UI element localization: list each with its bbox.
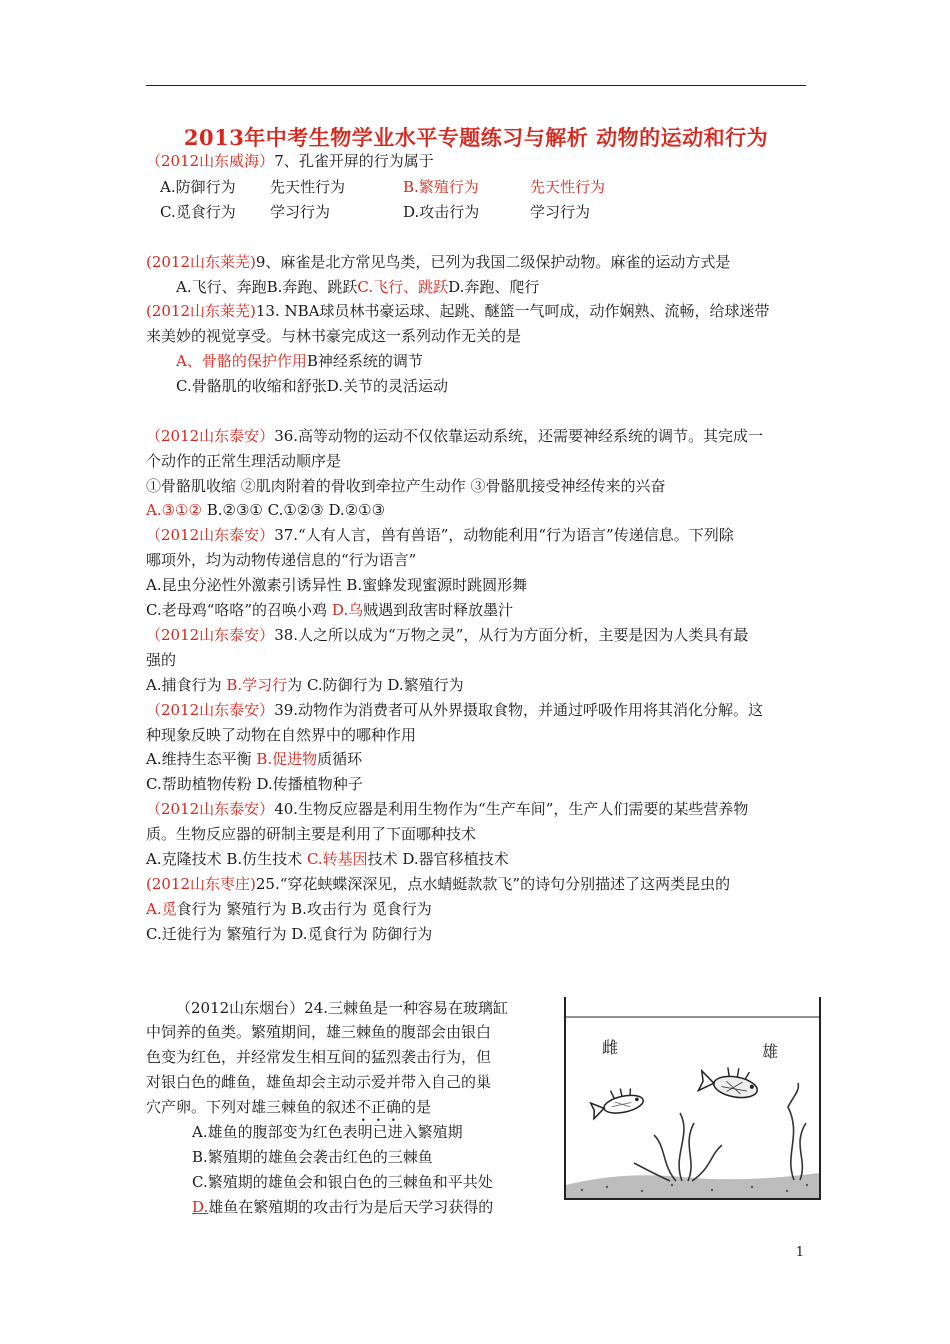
question-stem-cont	[146, 1097, 431, 1125]
option-a-type: 先天性行为	[270, 178, 346, 196]
option-b-rest: 质循环	[317, 750, 363, 768]
question-stem: 25.“穿花蛱蝶深深见，点水蜻蜓款款飞”的诗句分别描述了这两类昆虫的	[255, 875, 731, 893]
option-d: D.乌	[331, 601, 364, 619]
options-ab	[160, 177, 236, 197]
options-ab	[146, 749, 362, 769]
source-tag: （2012山东泰安）	[146, 526, 275, 544]
question-stem: 40.生物反应器是利用生物作为“生产车间”，生产人们需要的某些营养物	[274, 800, 749, 818]
question-38	[146, 625, 748, 645]
options-ab: A.昆虫分泌性外激素引诱异性 B.蜜蜂发现蜜源时跳圆形舞	[146, 576, 528, 594]
option-c-type: 学习行为	[270, 203, 331, 221]
option-b: B.学习行	[226, 676, 288, 694]
options	[146, 675, 464, 695]
question-stem-cont: 中饲养的鱼类。繁殖期间，雄三棘鱼的腹部会由银白	[146, 1023, 492, 1041]
options	[176, 277, 539, 297]
options	[146, 500, 385, 520]
stem-part: 穴产卵。下列对雄三棘鱼的叙述	[146, 1098, 357, 1116]
option-ab: A.克隆技术 B.仿生技术	[146, 850, 307, 868]
options-cd: C.帮助植物传粉 D.传播植物种子	[146, 775, 363, 793]
female-label: 雌	[602, 1038, 619, 1057]
male-fish	[698, 1062, 760, 1101]
options-cd	[146, 600, 513, 620]
option-b: B.促进物	[256, 750, 318, 768]
emphasis-text: 不正确	[356, 1098, 402, 1116]
page-title: 2013年中考生物学业水平专题练习与解析 动物的运动和行为	[183, 125, 769, 150]
option-a: A.雄鱼的腹部变为红色表明已进入繁殖期	[192, 1123, 463, 1141]
option-c: C.转基因	[306, 850, 368, 868]
source-tag: （2012山东泰安）	[146, 701, 275, 719]
question-stem-cont: 来美妙的视觉享受。与林书豪完成这一系列动作无关的是	[146, 327, 522, 345]
option-a: A.维持生态平衡	[146, 750, 257, 768]
source-tag: （2012山东泰安）	[146, 626, 275, 644]
source-tag: (2012山东枣庄)	[146, 875, 256, 893]
question-39	[146, 700, 763, 720]
option-a: A.觅	[146, 900, 177, 918]
option-c: C.觅食行为	[160, 203, 236, 221]
water-plants	[634, 1083, 806, 1181]
page-number: 1	[795, 1245, 804, 1260]
question-stem: 39.动物作为消费者可从外界摄取食物，并通过呼吸作用将其消化分解。这	[274, 701, 764, 719]
option-b: B.繁殖期的雄鱼会袭击红色的三棘鱼	[192, 1148, 433, 1166]
option-d	[192, 1197, 493, 1217]
question-24: （2012山东烟台）24.三棘鱼是一种容易在玻璃缸	[176, 999, 509, 1017]
question-stem: 37.“人有人言，兽有兽语”，动物能利用“行为语言”传递信息。下列除	[274, 526, 734, 544]
option-b: B神经系统的调节	[306, 352, 423, 370]
source-tag: (2012山东莱芜)	[146, 302, 256, 320]
option-ab: A.飞行、奔跑B.奔跑、跳跃	[176, 278, 358, 296]
question-stem: 13. NBA球员林书豪运球、起跳、醚篮一气呵成，动作娴熟、流畅，给球迷带	[255, 302, 770, 320]
question-7	[146, 151, 434, 171]
question-stem-cont: 色变为红色，并经常发生相互间的猛烈袭击行为，但	[146, 1048, 492, 1066]
option-d: D.攻击行为	[403, 203, 480, 221]
question-items: ①骨骼肌收缩 ②肌肉附着的骨收到牵拉产生动作 ③骨骼肌接受神经传来的兴奋	[146, 477, 666, 495]
option-c: C.老母鸡“咯咯”的召唤小鸡	[146, 601, 332, 619]
question-stem-cont: 对银白色的雌鱼，雄鱼却会主动示爱并带入自己的巢	[146, 1073, 492, 1091]
question-stem-cont: 哪项外，均为动物传递信息的“行为语言”	[146, 551, 417, 569]
option-a: A.捕食行为	[146, 676, 227, 694]
option-a: A.防御行为	[160, 178, 236, 196]
question-stem: 9、麻雀是北方常见鸟类，已列为我国二级保护动物。麻雀的运动方式是	[255, 253, 731, 271]
question-stem-cont: 种现象反映了动物在自然界中的哪种作用	[146, 726, 417, 744]
option-rest: B.②③① C.①②③ D.②①③	[201, 501, 386, 519]
option-a: A.③①②	[146, 501, 202, 519]
option-d-text: 雄鱼在繁殖期的攻击行为是后天学习获得的	[208, 1198, 494, 1216]
options	[146, 849, 509, 869]
question-stem: 7、孔雀开屏的行为属于	[274, 152, 434, 170]
gravel-bed	[566, 1173, 819, 1198]
question-9	[146, 252, 730, 272]
female-fish	[589, 1084, 645, 1118]
options-ab	[176, 351, 423, 371]
option-c: C.繁殖期的雄鱼会和银白色的三棘鱼和平共处	[192, 1173, 493, 1191]
option-c: C.飞行、跳跃	[357, 278, 449, 296]
question-stem: 38.人之所以成为“万物之灵”，从行为方面分析，主要是因为人类具有最	[274, 626, 749, 644]
option-d-letter: D.	[192, 1198, 209, 1216]
option-rest: 为 C.防御行为 D.繁殖行为	[287, 676, 464, 694]
source-tag: (2012山东莱芜)	[146, 253, 256, 271]
option-b-type: 先天性行为	[530, 178, 606, 196]
source-tag: （2012山东泰安）	[146, 427, 275, 445]
header-rule	[146, 85, 806, 86]
tank-outline	[565, 997, 820, 1199]
male-label: 雄	[762, 1042, 779, 1061]
question-36	[146, 426, 763, 446]
options-cd: C.迁徙行为 繁殖行为 D.觅食行为 防御行为	[146, 925, 433, 943]
option-rest: 技术 D.器官移植技术	[367, 850, 509, 868]
question-25	[146, 874, 730, 894]
question-13	[146, 301, 770, 321]
source-tag: （2012山东威海）	[146, 152, 275, 170]
question-37	[146, 525, 734, 545]
question-stem-cont: 个动作的正常生理活动顺序是	[146, 452, 342, 470]
question-stem-cont: 质。生物反应器的研制主要是利用了下面哪种技术	[146, 825, 477, 843]
options-cd: C.骨骼肌的收缩和舒张D.关节的灵活运动	[176, 377, 448, 395]
question-stem-cont: 强的	[146, 651, 177, 669]
option-d-type: 学习行为	[530, 203, 591, 221]
stem-part: 的是	[401, 1098, 432, 1116]
question-stem: 36.高等动物的运动不仅依靠运动系统，还需要神经系统的调节。其完成一	[274, 427, 764, 445]
question-40	[146, 799, 748, 819]
option-a: A、骨骼的保护作用	[176, 352, 307, 370]
option-a-rest: 食行为 繁殖行为 B.攻击行为 觅食行为	[176, 900, 432, 918]
source-tag: （2012山东泰安）	[146, 800, 275, 818]
options-ab	[146, 899, 432, 919]
option-d-rest: 贼遇到敌害时释放墨汁	[363, 601, 514, 619]
option-d: D.奔跑、爬行	[448, 278, 540, 296]
fish-tank-figure	[562, 995, 824, 1203]
option-b: B.繁殖行为	[403, 178, 479, 196]
